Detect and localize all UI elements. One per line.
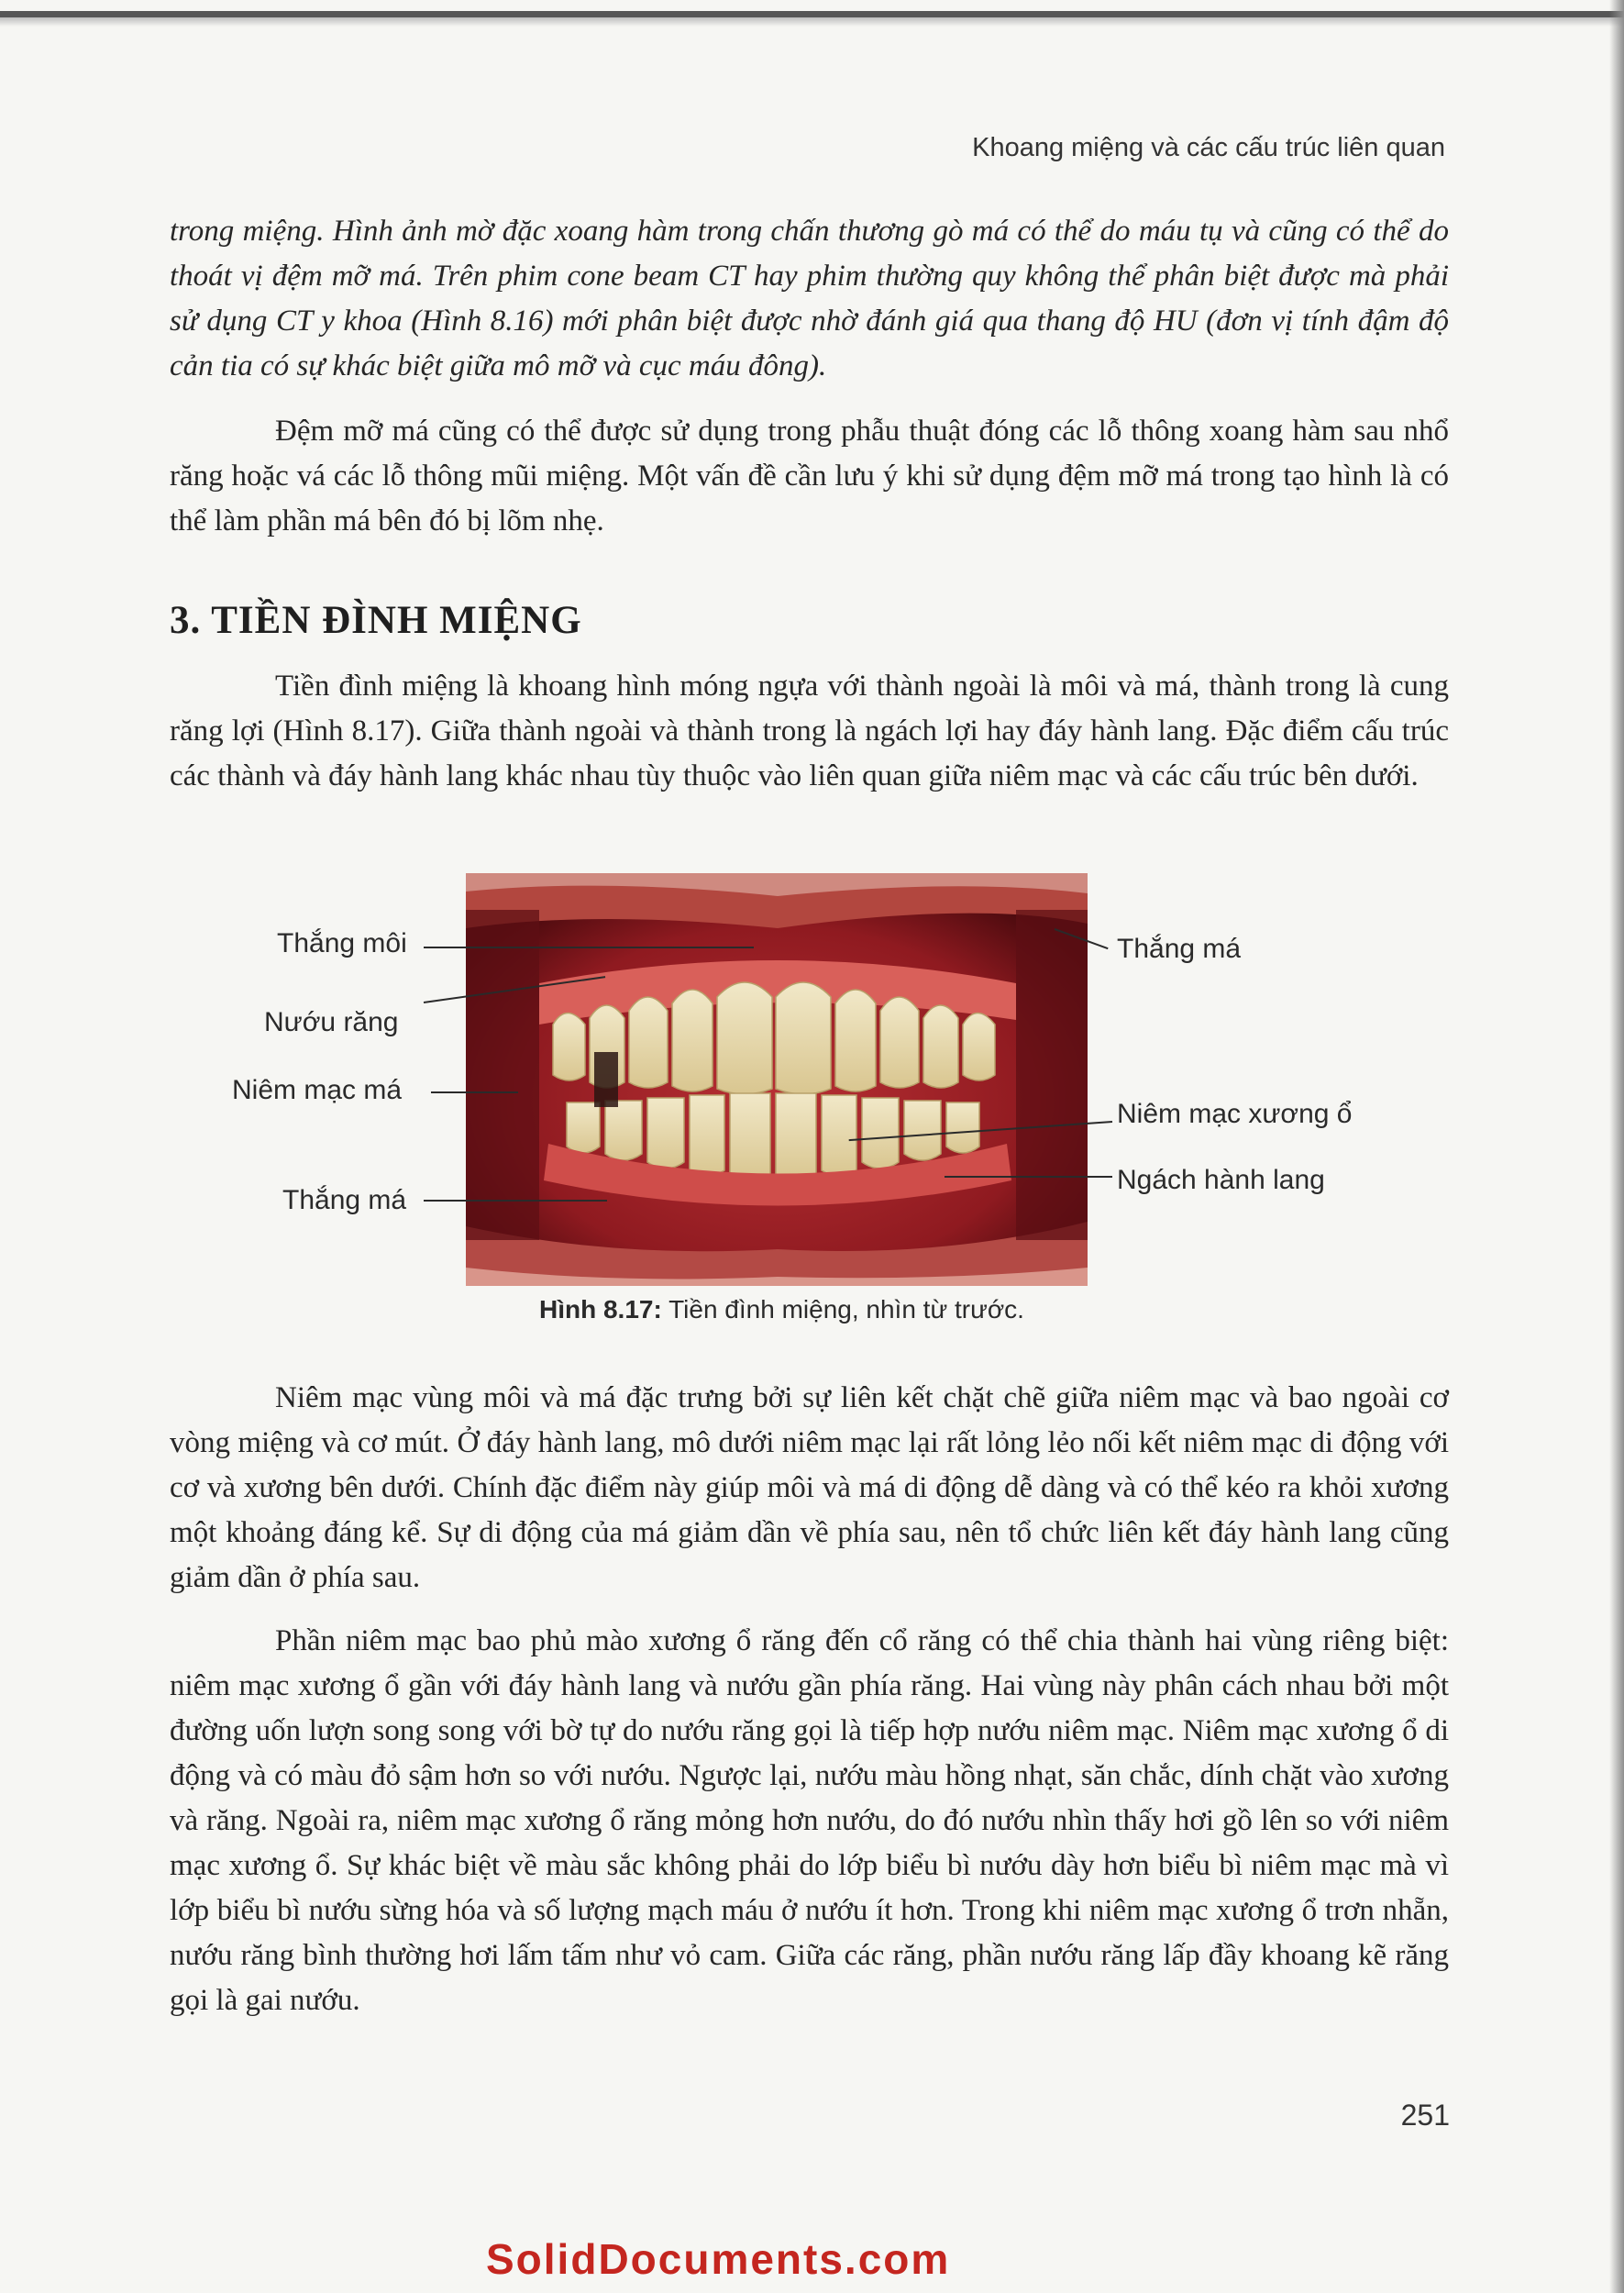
label-buccal-mucosa: Niêm mạc má — [232, 1075, 403, 1105]
figure-caption — [539, 1295, 1024, 1324]
paragraph-lip-cheek-mucosa: Niêm mạc vùng môi và má đặc trưng bởi sự liên kết chặt chẽ giữa niêm mạc và bao ngoài cơ vòng miệng và cơ mút. Ở đáy hành lang, mô dưới niêm mạc lại rất lỏng lẻo nối kết niêm mạc di động với cơ và xương bên dưới. Chính đặc điểm này giúp môi và má di động dễ dàng và có thể kéo ra khỏi xương một khoảng đáng kể. Sự di động của má giảm dần về phía sau, nên tổ chức liên kết đáy hành lang cũng giảm dần ở phía sau. — [170, 1381, 1449, 1594]
caption-number: Hình 8.17: — [539, 1295, 662, 1324]
paragraph-alveolar-mucosa: Phần niêm mạc bao phủ mào xương ổ răng đến cổ răng có thể chia thành hai vùng riêng biệt: niêm mạc xương ổ gần với đáy hành lang và nướu gần phía răng. Hai vùng này phân cách nhau bởi một đường uốn lượn song song với bờ tự do nướu răng gọi là tiếp hợp nướu niêm mạc. Niêm mạc xương ổ di động và có màu đỏ sậm hơn so với nướu. Ngược lại, nướu màu hồng nhạt, săn chắc, dính chặt vào xương và răng. Ngoài ra, niêm mạc xương ổ răng mỏng hơn nướu, do đó nướu nhìn thấy hơi gồ lên so với niêm mạc xương ổ. Sự khác biệt về màu sắc không phải do lớp biểu bì nướu dày hơn biểu bì niêm mạc mà vì lớp biểu bì nướu sừng hóa và số lượng mạch máu ở nướu ít hơn. Trong khi niêm mạc xương ổ trơn nhẵn, nướu răng bình thường hơi lấm tấm như vỏ cam. Giữa các răng, phần nướu răng lấp đầy khoang kẽ răng gọi là gai nướu. — [170, 1624, 1449, 2017]
leader-vestibular-fornix — [945, 1176, 1112, 1178]
label-alveolar-mucosa: Niêm mạc xương ổ — [1117, 1099, 1353, 1129]
top-border — [0, 11, 1624, 17]
page-number: 251 — [1400, 2099, 1450, 2132]
leader-buccal-frenum-left — [424, 1200, 607, 1202]
label-buccal-frenum-right: Thắng má — [1117, 934, 1242, 964]
paragraph-continued: trong miệng. Hình ảnh mờ đặc xoang hàm trong chấn thương gò má có thể do máu tụ và cũng có thể do thoát vị đệm mỡ má. Trên phim cone beam CT hay phim thường quy không thể phân biệt được mà phải sử dụng CT y khoa (Hình 8.16) mới phân biệt được nhờ đánh giá qua thang độ HU (đơn vị tính đậm độ cản tia có sự khác biệt giữa mô mỡ và cục máu đông). — [170, 215, 1449, 382]
paragraph-vestibule: Tiền đình miệng là khoang hình móng ngựa với thành ngoài là môi và má, thành trong là cung răng lợi (Hình 8.17). Giữa thành ngoài và thành trong là ngách lợi hay đáy hành lang. Đặc điểm cấu trúc các thành và đáy hành lang khác nhau tùy thuộc vào liên quan giữa niêm mạc và các cấu trúc bên dưới. — [170, 670, 1449, 792]
top-shadow — [0, 17, 1624, 27]
figure-photo-oral-vestibule — [466, 873, 1088, 1286]
label-gingiva: Nướu răng — [264, 1007, 399, 1037]
running-header: Khoang miệng và các cấu trúc liên quan — [972, 133, 1445, 162]
label-vestibular-fornix: Ngách hành lang — [1117, 1165, 1325, 1195]
caption-text: Tiền đình miệng, nhìn từ trước. — [661, 1295, 1024, 1324]
page-edge-shadow — [1609, 0, 1624, 2293]
paragraph-buccal-fat: Đệm mỡ má cũng có thể được sử dụng trong phẫu thuật đóng các lỗ thông xoang hàm sau nhổ răng hoặc vá các lỗ thông mũi miệng. Một vấn đề cần lưu ý khi sử dụng đệm mỡ má trong tạo hình là có thể làm phần má bên đó bị lõm nhẹ. — [170, 415, 1449, 537]
label-labial-frenum: Thắng môi — [277, 928, 407, 958]
leader-buccal-mucosa — [431, 1091, 518, 1093]
label-buccal-frenum-left: Thắng má — [282, 1185, 407, 1215]
section-heading: 3. TIỀN ĐÌNH MIỆNG — [170, 599, 582, 642]
leader-labial-frenum — [424, 947, 754, 948]
watermark: SolidDocuments.com — [486, 2235, 951, 2283]
